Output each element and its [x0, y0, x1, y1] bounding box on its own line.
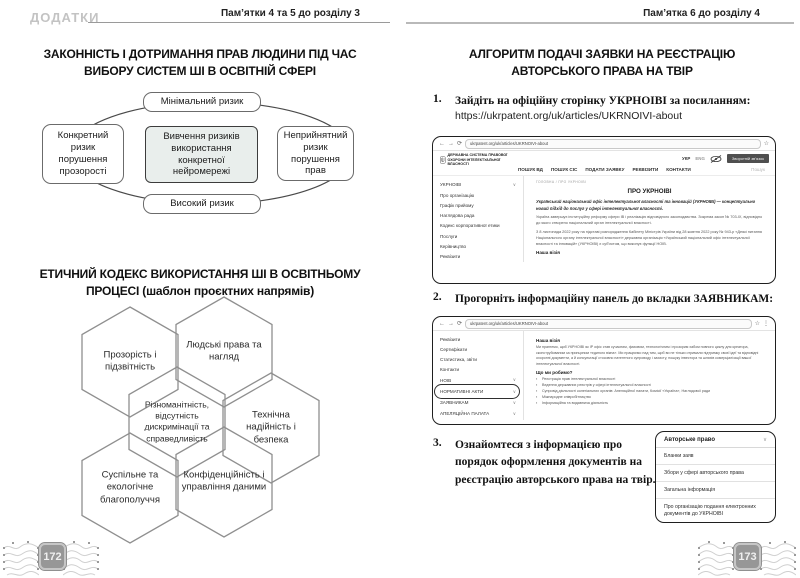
bookmark-star-icon[interactable]: ☆: [754, 320, 760, 327]
back-icon[interactable]: ←: [439, 320, 445, 327]
menu-dots-icon[interactable]: ⋮: [763, 320, 769, 327]
sidebar-item-label: Статистика, звіти: [440, 356, 477, 362]
step3-number: 3.: [433, 437, 442, 449]
vision-heading: Наша візія: [536, 338, 560, 343]
sidebar-item-normative-acts[interactable]: [433, 386, 523, 397]
list-item: ▪ Ведення державних реєстрів у сфері інтелектуальної власності: [536, 383, 763, 389]
sidebar-item-label: Реквізити: [440, 253, 461, 259]
sidebar-item-label: Кодекс корпоративної етики: [440, 223, 500, 229]
hex-social: Суспільне та екологічне благополуччя: [100, 469, 160, 506]
sidebar-item-label: НОІВ: [440, 377, 452, 383]
reload-icon[interactable]: ⟳: [457, 140, 463, 147]
step1-text: Зайдіть на офіційну сторінку УКРНОІВІ за посиланням:: [455, 95, 751, 107]
search-placeholder[interactable]: Пошук: [751, 167, 765, 172]
sidebar-item-label: Графік прийому: [440, 202, 474, 208]
site-logo-text: ДЕРЖАВНА СИСТЕМА ПРАВОВОЇ ОХОРОНИ ІНТЕЛЕКТУАЛЬНОЇ ВЛАСНОСТІ: [447, 153, 508, 167]
step2-text: Прогорніть інформаційну панель до вкладки ЗАЯВНИКАМ:: [455, 293, 774, 305]
sidebar-item-label: Реквізити: [440, 336, 461, 342]
right-title: АЛГОРИТМ ПОДАЧІ ЗАЯВКИ НА РЕЄСТРАЦІЮ АВТОРСЬКОГО ПРАВА НА ТВІР: [468, 47, 736, 79]
hex-diversity: Різноманітність, відсутність дискримінації та справедливість: [144, 399, 210, 444]
sidebar-item-services[interactable]: [433, 231, 523, 241]
sidebar-item-applicants[interactable]: [433, 397, 523, 408]
sidebar-item-ethics[interactable]: [433, 221, 523, 231]
trident-logo-icon: [440, 153, 446, 167]
site-header: [433, 151, 775, 175]
sidebar-item-schedule[interactable]: [433, 200, 523, 210]
risk-box-concrete-label: Конкретний ризик порушення прозорості: [57, 130, 109, 177]
nav-podaty-zaiavku[interactable]: ПОДАТИ ЗАЯВКУ: [585, 167, 625, 172]
step1-link[interactable]: https://ukrpatent.org/uk/articles/UKRNOIVI-about: [455, 110, 683, 122]
site-logo[interactable]: [440, 153, 516, 175]
sidebar-item-label: Контакти: [440, 367, 460, 373]
copyright-panel: [655, 431, 776, 523]
panel-item-general-info[interactable]: Загальна інформація: [656, 482, 775, 499]
right-header-note: Пам’ятка 6 до розділу 4: [643, 8, 760, 19]
list-item: ▪ Міжнародне співробітництво: [536, 395, 763, 401]
sidebar-item-label: Наглядова рада: [440, 213, 475, 219]
browser2-chrome: [433, 317, 775, 331]
sidebar-item-label: Сертифікати: [440, 346, 468, 352]
section-label: ДОДАТКИ: [30, 10, 100, 25]
page-number-right: 173: [734, 543, 761, 570]
sidebar-item-label: Керівництво: [440, 243, 467, 249]
risk-box-study-label: Вивчення ризиків використання конкретної нейромережі: [163, 130, 240, 178]
chevron-down-icon: ∨: [762, 437, 767, 443]
chevron-down-icon: ∨: [512, 410, 516, 416]
sidebar-item-label: УКРНОІВІ: [440, 182, 462, 188]
nav-poshuk-vd[interactable]: ПОШУК ВД: [518, 167, 543, 172]
sidebar-item-about[interactable]: [433, 190, 523, 200]
hex-confidentiality: Конфіденційність і управління даними: [181, 469, 267, 493]
step2-number: 2.: [433, 291, 442, 303]
browser2-content: [524, 331, 775, 420]
page-number-left: 172: [39, 543, 66, 570]
circuit-decoration: [3, 540, 39, 578]
address-bar[interactable]: ukrpatent.org/uk/articles/UKRNOIVI-about: [465, 139, 761, 149]
forward-icon[interactable]: →: [448, 320, 454, 327]
vision-text: Ми прагнемо, щоб УКРНОІВІ як ІР офіс став сучасним, фаховим, технологічним і прозорим хабом повного циклу для креатора, сконструйованим за принципом «єдиного вікна». Ми працюємо над тим, щоб ви не тільки отримали підтримку своєї ідеї та відповідні охоронні документи, а й консультації стосовно патентного супроводу і захисту, пошуку інвестора та шляхів комерціалізації вашої інтелектуальної власності.: [536, 345, 759, 366]
nav-kontakty[interactable]: КОНТАКТИ: [666, 167, 691, 172]
copyright-panel-header[interactable]: [656, 432, 775, 448]
sidebar-item-statistics[interactable]: [433, 354, 523, 364]
feedback-button[interactable]: Зворотній зв’язок: [727, 154, 769, 163]
sidebar-item-label: АПЕЛЯЦІЙНА ПАЛАТА: [440, 411, 490, 417]
circuit-decoration: [63, 540, 99, 578]
sidebar-item-label: Послуги: [440, 233, 458, 239]
sidebar-item-label: НОРМАТИВНІ АКТИ: [440, 389, 484, 395]
back-icon[interactable]: ←: [439, 140, 445, 147]
vision-heading: Наша візія: [536, 250, 560, 256]
chevron-down-icon: ∨: [512, 181, 516, 187]
browser-screenshot-1: [432, 136, 776, 284]
about-heading: ПРО УКРНОІВІ: [627, 188, 672, 195]
sidebar-item-ukrnoivi[interactable]: [433, 179, 523, 190]
about-paragraph-2: З 8 листопада 2022 року на підставі розпорядження Кабінету Міністрів України від 28 жовтня 2022 року № 943-р «Деякі питання Національного органу інтелектуальної власності» державна організація «Український національний офіс інтелектуальної власності та інновацій» (УКРНОІВІ) є суб’єктом, що виконує функції НОІВ.: [536, 229, 762, 246]
sidebar-item-noiv[interactable]: [433, 375, 523, 386]
left-header-note: Пам’ятки 4 та 5 до розділу 3: [220, 8, 360, 19]
hex-technical: Технічна надійність і безпека: [246, 409, 296, 446]
nav-poshuk-sis[interactable]: ПОШУК СІС: [550, 167, 578, 172]
lang-en[interactable]: ENG: [695, 156, 705, 161]
sidebar-item-requisites[interactable]: [433, 251, 523, 261]
circuit-decoration: [698, 540, 734, 578]
left-title-2: ЕТИЧНИЙ КОДЕКС ВИКОРИСТАННЯ ШІ В ОСВІТНЬОМУ ПРОЦЕСІ (шаблон проєктних напрямів): [39, 267, 361, 299]
left-title-1: ЗАКОННІСТЬ І ДОТРИМАННЯ ПРАВ ЛЮДИНИ ПІД ЧАС ВИБОРУ СИСТЕМ ШІ В ОСВІТНІЙ СФЕРІ: [43, 47, 357, 79]
sidebar-item-contacts[interactable]: [433, 365, 523, 375]
what-we-do-heading: Що ми робимо?: [536, 370, 573, 376]
nav-rekvizyty[interactable]: РЕКВІЗИТИ: [632, 167, 659, 172]
main-nav: [516, 164, 769, 175]
reload-icon[interactable]: ⟳: [457, 320, 463, 327]
step1-number: 1.: [433, 93, 442, 105]
list-item: ▪ Інформаційна та видавнича діяльність: [536, 401, 763, 407]
about-intro: Український національний офіс інтелектуальної власності та інновацій (УКРНОІВІ) — концептуально новий підхід до послуг у сфері інтелектуальної власності.: [536, 199, 756, 211]
sidebar-item-requisites[interactable]: [433, 334, 523, 344]
browser1-content: [524, 176, 775, 262]
bookmark-star-icon[interactable]: ☆: [763, 140, 769, 147]
hex-human-rights: Людські права та нагляд: [186, 339, 262, 363]
sidebar-item-label: ЗАЯВНИКАМ: [440, 400, 469, 406]
risk-box-unacceptable-label: Неприйнятний ризик порушення прав: [283, 129, 348, 177]
sidebar-item-certificates[interactable]: [433, 344, 523, 354]
sidebar-item-board[interactable]: [433, 211, 523, 221]
lang-uk[interactable]: УКР: [682, 156, 691, 161]
right-header-rule: [406, 22, 794, 24]
browser-screenshot-2: [432, 316, 776, 425]
forward-icon[interactable]: →: [448, 140, 454, 147]
what-we-do-list: [536, 377, 763, 407]
panel-item-blank-forms[interactable]: Бланки заяв: [656, 448, 775, 465]
sidebar-item-label: Про організацію: [440, 192, 475, 198]
accessibility-eye-icon[interactable]: [710, 155, 722, 163]
panel-item-fees[interactable]: Збори у сфері авторського права: [656, 465, 775, 482]
panel-item-edocs[interactable]: Про організацію подання електронних документів до УКРНОІВІ: [664, 503, 756, 517]
circuit-decoration: [760, 540, 796, 578]
chevron-down-icon: ∨: [512, 399, 516, 405]
risk-box-minimal-label: Мінімальний ризик: [160, 96, 244, 108]
sidebar-item-appeal-chamber[interactable]: [433, 408, 523, 419]
breadcrumb[interactable]: ГОЛОВНА / ПРО УКРНОІВІ: [536, 180, 587, 184]
chevron-down-icon: ∨: [512, 377, 516, 383]
sidebar-item-management[interactable]: [433, 241, 523, 251]
list-item: ▪ Супровід діяльності колегіальних органів: Апеляційної палати, Комісії «Україна», Наглядової ради: [536, 389, 763, 395]
list-item: ▪ Реєстрація прав інтелектуальної власності: [536, 377, 763, 383]
about-paragraph-1: Україна завершує інституційну реформу сфери ІВ і реалізацію відповідного законодавства. Зокрема закон № 703-ІХ, відповідно до якого створено національний орган інтелектуальної власності.: [536, 215, 763, 225]
browser1-sidebar: [433, 176, 524, 262]
address-bar[interactable]: ukrpatent.org/uk/articles/UKRNOIVI-about: [465, 319, 752, 329]
browser1-chrome: [433, 137, 775, 151]
step3-text: Ознайомтеся з інформацією про порядок оформлення документів на реєстрацію авторського права на твір.: [455, 439, 656, 486]
risk-box-high-label: Високий ризик: [170, 198, 234, 210]
copyright-panel-title: Авторське право: [664, 437, 716, 443]
browser2-sidebar: [433, 331, 524, 420]
hex-transparency: Прозорість і підзвітність: [103, 349, 157, 373]
chevron-down-icon: ∨: [512, 388, 516, 394]
